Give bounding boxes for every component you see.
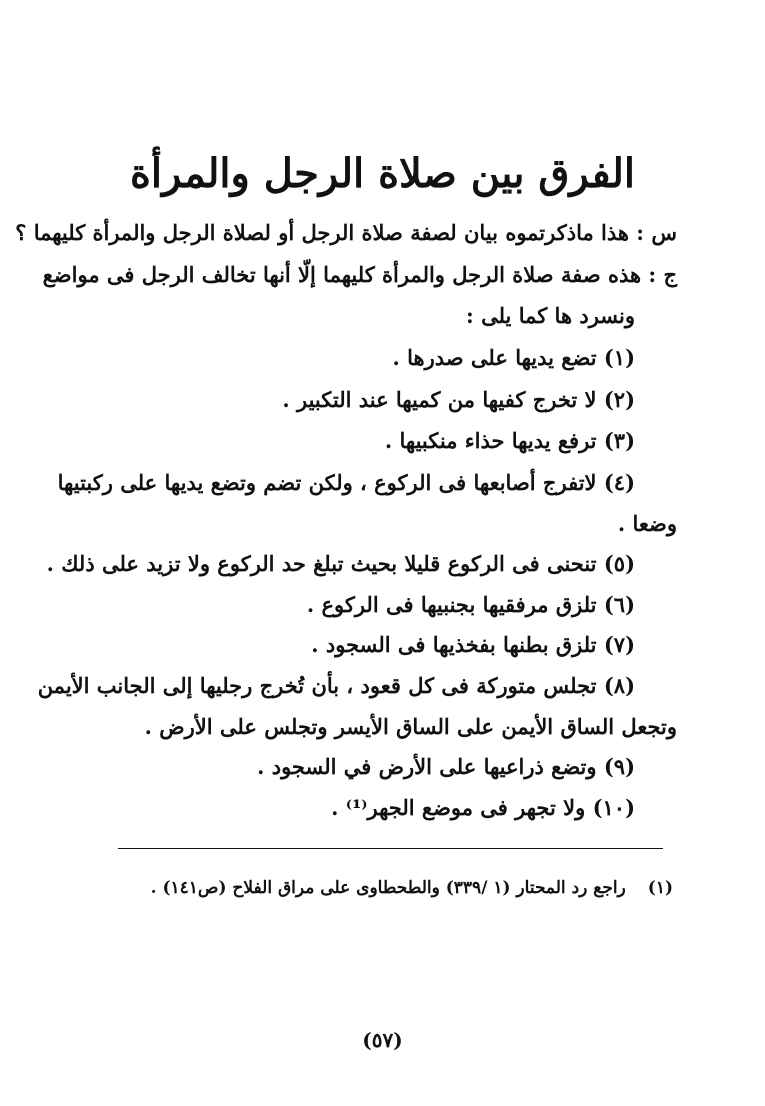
list-item-10: (١٠) ولا تجهر فى موضع الجهر⁽¹⁾ . bbox=[331, 795, 635, 820]
footnote-number: (١) bbox=[647, 878, 673, 898]
list-item-4-continuation: وضعا . bbox=[617, 511, 677, 536]
list-item-7: (٧) تلزق بطنها بفخذيها فى السجود . bbox=[311, 632, 635, 657]
list-item-8: (٨) تجلس متوركة فى كل قعود ، بأن تُخرج رجليها إلى الجانب الأيمن bbox=[37, 673, 635, 698]
list-item-3: (٣) ترفع يديها حذاء منكبيها . bbox=[384, 428, 635, 453]
list-item-6: (٦) تلزق مرفقيها بجنبيها فى الركوع . bbox=[306, 592, 635, 617]
footnote bbox=[151, 878, 673, 898]
answer-continuation: ونسرد ها كما يلى : bbox=[466, 303, 635, 328]
list-item-2: (٢) لا تخرج كفيها من كميها عند التكبير . bbox=[282, 387, 635, 412]
list-item-4: (٤) لاتفرج أصابعها فى الركوع ، ولكن تضم وتضع يديها على ركبتيها bbox=[57, 470, 635, 495]
list-item-8-continuation: وتجعل الساق الأيمن على الساق الأيسر وتجلس على الأرض . bbox=[144, 714, 677, 739]
list-item-9: (٩) وتضع ذراعيها على الأرض في السجود . bbox=[257, 754, 635, 779]
page-number: (٥٧) bbox=[362, 1028, 403, 1052]
list-item-1: (١) تضع يديها على صدرها . bbox=[392, 345, 635, 370]
page-title: الفرق بين صلاة الرجل والمرأة bbox=[129, 150, 636, 197]
question-line: س : هذا ماذكرتموه بيان لصفة صلاة الرجل أو لصلاة الرجل والمرأة كليهما ؟ bbox=[15, 220, 677, 245]
list-item-5: (٥) تنحنى فى الركوع قليلا بحيث تبلغ حد الركوع ولا تزيد على ذلك . bbox=[46, 551, 635, 576]
answer-line: ج : هذه صفة صلاة الرجل والمرأة كليهما إلّا أنها تخالف الرجل فى مواضع bbox=[42, 262, 677, 287]
footnote-text: راجع رد المحتار (١ /٣٣٩) والطحطاوى على مراق الفلاح (ص١٤١) . bbox=[150, 878, 626, 898]
footnote-divider bbox=[118, 848, 663, 849]
